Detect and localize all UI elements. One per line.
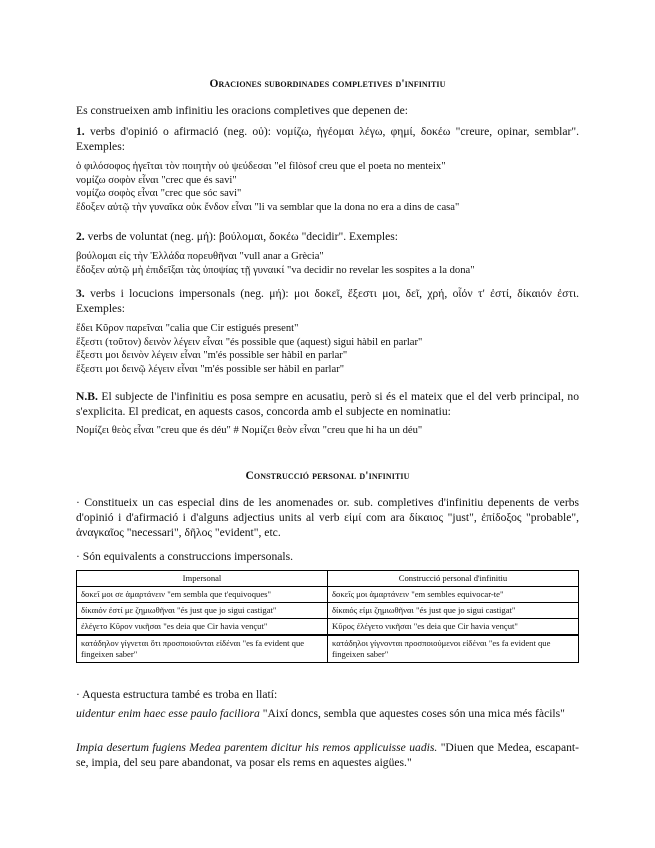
section-1-number: 1. (76, 125, 85, 138)
latin-translation: "Així doncs, sembla que aquestes coses són una mica més fàcils" (262, 707, 565, 720)
table-cell: δίκαιός εἰμι ζημιωθῆναι "és just que jo sigui castigat" (328, 603, 579, 619)
latin-example-2 (76, 740, 579, 770)
table-cell: ἐλέγετο Κῦρον νικῆσαι "es deia que Cir havia vençut" (77, 619, 328, 636)
section-1-examples (76, 160, 579, 214)
table-cell: κατάδηλοι γίγνονται προσποιούμενοι εἰδέναι "es fa evident que fingeixen saber" (328, 635, 579, 663)
section-2-examples (76, 250, 579, 277)
section-title-infinitive-completives: Oraciones subordinades completives d'infinitiu (209, 78, 446, 90)
section-title-personal-construction: Construcció personal d'infinitiu (245, 470, 410, 482)
example-line: νομίζω σοφὸν εἶναι "crec que és savi" (76, 174, 237, 186)
nota-bene-label: N.B. (76, 390, 98, 403)
intro-paragraph: Es construeixen amb infinitiu les oracions completives que depenen de: (76, 104, 408, 117)
latin-sentence: uidentur enim haec esse paulo faciliora (76, 707, 260, 720)
table-cell: Κῦρος ἐλέγετο νικῆσαι "es deia que Cir havia vençut" (328, 619, 579, 636)
section-2-text: verbs de voluntat (neg. μή): βούλομαι, δοκέω "decidir". Exemples: (87, 230, 398, 243)
section-3-number: 3. (76, 287, 85, 300)
section-1-text: verbs d'opinió o afirmació (neg. οὐ): νομίζω, ἡγέομαι λέγω, φημί, δοκέω "creure, opinar, semblar". Exemples: (76, 125, 580, 153)
example-line: ἔξεστι μοι δεινὸν λέγειν εἶναι "m'és possible ser hàbil en parlar" (76, 350, 348, 361)
table-cell: κατάδηλον γίγνεται ὅτι προσποιοῦνται εἰδέναι "es fa evident que fingeixen saber" (77, 635, 328, 663)
example-line: ἔδει Κῦρον παρεῖναι "calia que Cir estigués present" (76, 323, 299, 334)
nota-bene-example: Νομίζει θεὸς εἶναι "creu que és déu" # Νομίζει θεὸν εἶναι "creu que hi ha un déu" (76, 425, 423, 436)
table-cell: δοκεῖ μοι σε ἁμαρτάνειν "em sembla que t'equivoques" (77, 587, 328, 603)
table-header-row (77, 571, 579, 587)
latin-intro-paragraph: · Aquesta estructura també es troba en llatí: (76, 688, 278, 701)
table-row (77, 635, 579, 663)
personal-construction-paragraph: · Constitueix un cas especial dins de les anomenades or. sub. completives d'infinitiu depenents de verbs d'opinió i d'afirmació i d'alguns adjectius units al verb εἰμί com ara δίκαιος "just", ἐπίδοξος "probable", ἀναγκαῖος "necessari", δῆλος "evident", etc. (76, 496, 579, 539)
table-cell: δοκεῖς μοι ἁμαρτάνειν "em sembles equivocar-te" (328, 587, 579, 603)
example-line: ἔδοξεν αὐτῷ μὴ ἐπιδεῖξαι τὰς ὑποψίας τῇ γυναικί "va decidir no revelar les sospites a la dona" (76, 264, 475, 276)
section-3-examples (76, 322, 579, 376)
section-3-impersonal-verbs (76, 286, 579, 316)
comparison-table (76, 570, 579, 663)
nota-bene-paragraph (76, 389, 579, 419)
example-line: ἔξεστι (τοῦτον) δεινὸν λέγειν εἶναι "és possible que (aquest) sigui hàbil en parlar" (76, 336, 423, 348)
section-2-number: 2. (76, 230, 85, 243)
example-line: ἔξεστι μοι δεινῷ λέγειν εἶναι "m'és possible ser hàbil en parlar" (76, 363, 345, 375)
table-row (77, 587, 579, 603)
table-row (77, 603, 579, 619)
example-line: ἔδοξεν αὐτῷ τὴν γυναῖκα οὐκ ἔνδον εἶναι "li va semblar que la dona no era a dins de casa" (76, 201, 460, 213)
example-line: ὁ φιλόσοφος ἡγεῖται τὸν ποιητὴν οὐ ψεύδεσαι "el filòsof creu que el poeta no menteix" (76, 161, 446, 172)
table-header-impersonal: Impersonal (77, 571, 328, 587)
equivalence-paragraph: · Són equivalents a construccions impersonals. (76, 550, 294, 563)
example-line: νομίζω σοφὸς εἶναι "crec que sóc savi" (76, 188, 242, 199)
latin-translation: "Diuen que Medea, escapant-se, impia, del seu pare abandonat, va posar els rems en aquestes aigües." (76, 741, 579, 769)
section-3-text: verbs i locucions impersonals (neg. μή): μοι δοκεῖ, ἔξεστι μοι, δεῖ, χρή, οἷόν τ' ἐστί, δίκαιόν ἐστι. Exemples: (76, 287, 580, 315)
example-line: βούλομαι εἰς τὴν Ἑλλάδα πορευθῆναι "vull anar a Grècia" (76, 251, 324, 262)
table-cell: δίκαιόν ἐστί με ζημιωθῆναι "és just que jo sigui castigat" (77, 603, 328, 619)
nota-bene-text: El subjecte de l'infinitiu es posa sempre en acusatiu, però si és el mateix que el del verb principal, no s'explicita. El predicat, en aquests casos, concorda amb el subjecte en nominatiu: (76, 390, 579, 418)
table-row (77, 619, 579, 636)
section-2-verbs-will (76, 229, 579, 244)
section-1-verbs-opinion (76, 124, 579, 154)
table-header-personal: Construcció personal d'infinitiu (328, 571, 579, 587)
latin-example-1 (76, 706, 579, 721)
latin-sentence: Impia desertum fugiens Medea parentem dicitur his remos applicuisse uadis. (76, 741, 438, 754)
